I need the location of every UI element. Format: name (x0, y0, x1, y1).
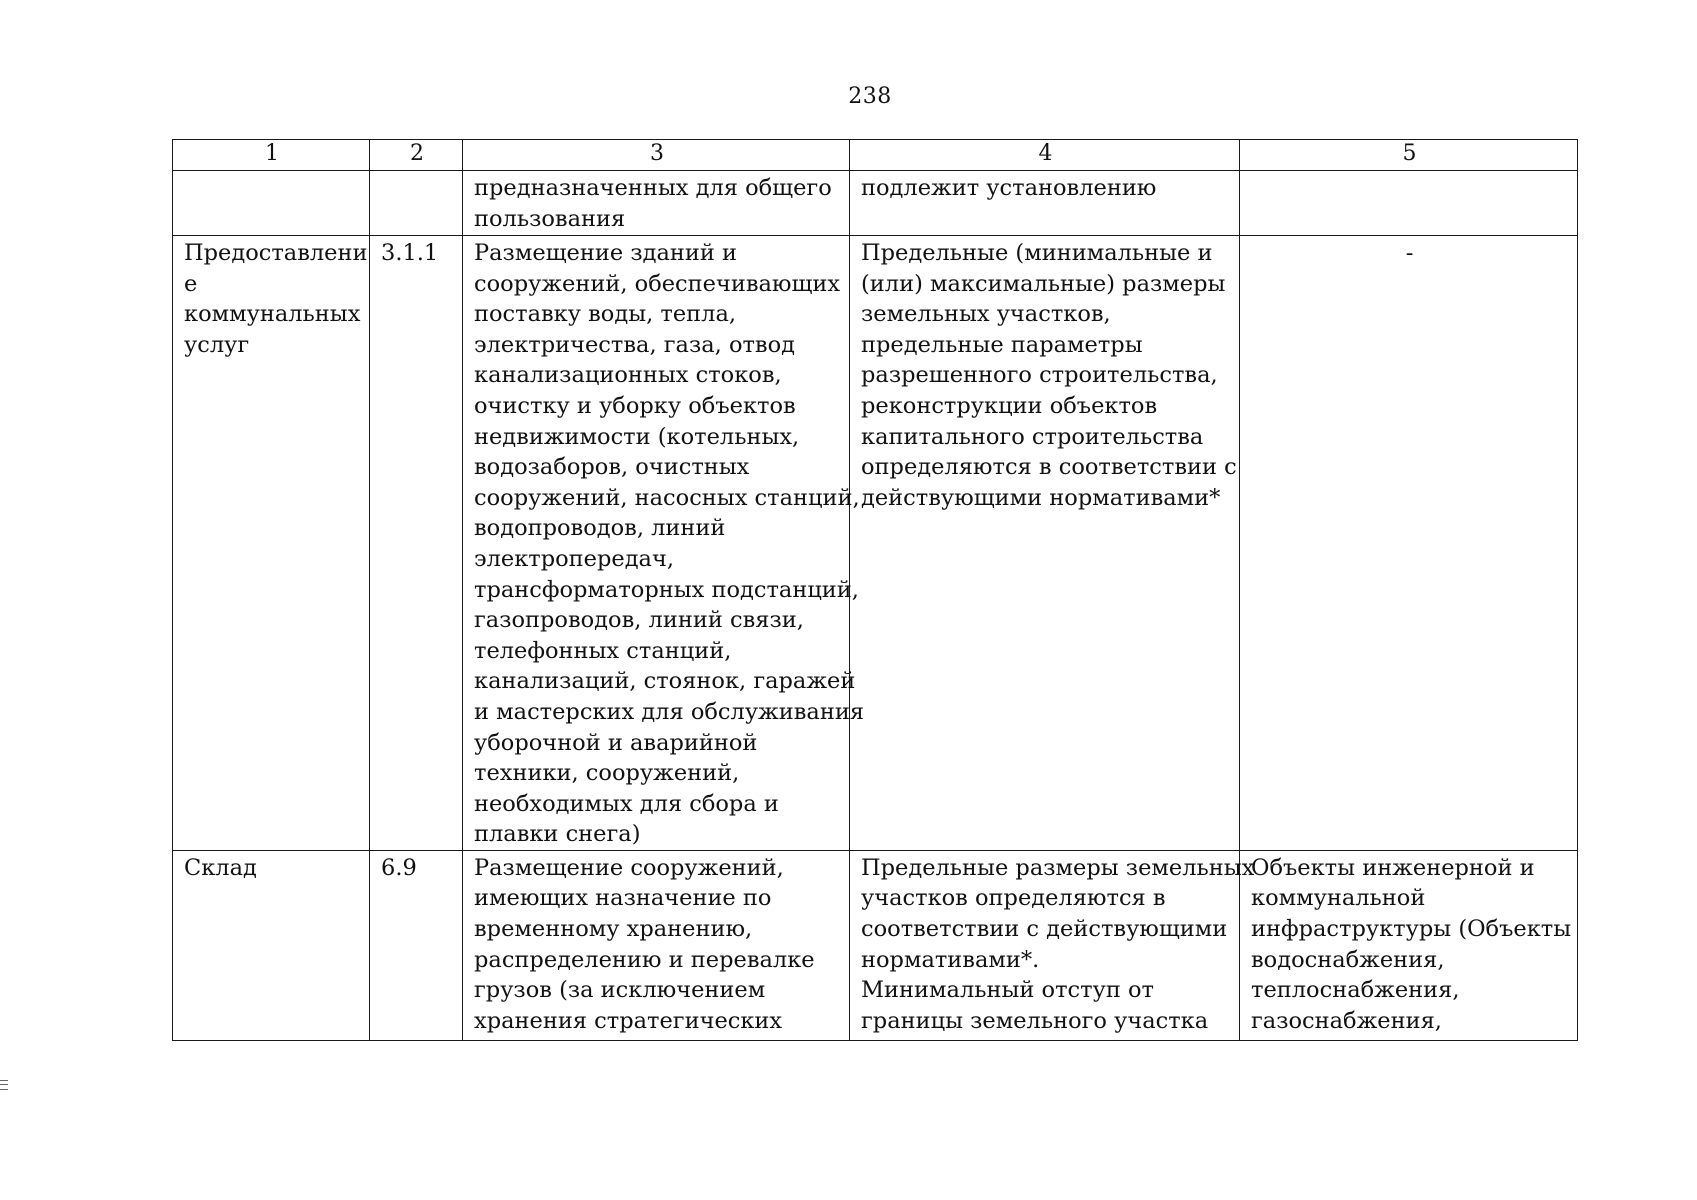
use-description-cell (463, 236, 865, 851)
use-name-cell (173, 850, 370, 1040)
column-header-2: 2 (370, 140, 463, 171)
text-line: участков определяются в (861, 885, 1166, 912)
text-line: Размещение зданий и (474, 240, 738, 266)
text-line: предельные параметры (861, 331, 1143, 358)
text-line: плавки снега) (474, 821, 641, 848)
text-line: Склад (184, 854, 257, 881)
cont-name-cell (173, 171, 370, 236)
cont-notes-cell (1240, 171, 1578, 236)
text-line: е (184, 270, 198, 297)
text-line: газоснабжения, (1251, 1007, 1442, 1034)
use-name-cell (173, 236, 370, 851)
text-line: предназначенных для общего (474, 175, 832, 201)
continuation-row (173, 171, 1578, 236)
use-code-cell: 6.9 (370, 850, 463, 1040)
text-line: техники, сооружений, (474, 760, 740, 787)
column-header-1: 1 (173, 140, 370, 171)
cont-description-cell (463, 171, 850, 236)
text-line: канализаций, стоянок, гаражей (474, 668, 856, 695)
table-row-warehouse (173, 850, 1578, 1040)
text-line: водоснабжения, (1251, 946, 1445, 973)
cont-parameters-cell (850, 171, 1240, 236)
text-line: очистку и уборку объектов (474, 392, 796, 419)
use-description-cell (463, 850, 850, 1040)
use-parameters-cell (850, 850, 1255, 1040)
text-line: действующими нормативами* (861, 484, 1221, 511)
text-line: водозаборов, очистных (474, 454, 750, 481)
use-notes-cell (1240, 850, 1578, 1040)
text-line: временному хранению, (474, 916, 753, 943)
use-notes-cell (1240, 236, 1578, 851)
text-line: пользования (474, 205, 626, 232)
text-line: хранения стратегических (474, 1007, 783, 1034)
column-header-5: 5 (1240, 140, 1578, 171)
text-line: сооружений, насосных станций, (474, 484, 860, 511)
text-line: распределению и перевалке (474, 946, 815, 973)
text-line: Минимальный отступ от (861, 977, 1154, 1004)
text-line: электричества, газа, отвод (474, 331, 795, 358)
scan-edge-mark (0, 1080, 8, 1090)
text-line: коммунальной (1251, 885, 1426, 912)
text-line: соответствии с действующими (861, 916, 1228, 943)
text-line: подлежит установлению (861, 175, 1157, 201)
text-line: границы земельного участка (861, 1007, 1209, 1034)
use-code-cell: 3.1.1 (370, 236, 463, 851)
text-line: коммунальных (184, 301, 361, 328)
cont-code-cell (370, 171, 463, 236)
table-row-utility-services (173, 236, 1578, 851)
text-line: необходимых для сбора и (474, 790, 779, 817)
text-line: уборочной и аварийной (474, 729, 758, 756)
text-line: электропередач, (474, 545, 674, 572)
text-line: Предоставлени (184, 240, 368, 266)
text-line: сооружений, обеспечивающих (474, 270, 841, 297)
page-number: 238 (848, 84, 892, 109)
use-parameters-cell (850, 236, 1240, 851)
text-line: поставку воды, тепла, (474, 301, 737, 328)
text-line: Объекты инженерной и (1251, 854, 1535, 881)
text-line: земельных участков, (861, 301, 1111, 328)
dash-mark: - (1405, 240, 1414, 266)
text-line: трансформаторных подстанций, (474, 576, 859, 603)
text-line: Размещение сооружений, (474, 854, 784, 881)
text-line: реконструкции объектов (861, 392, 1158, 419)
text-line: инфраструктуры (Объекты (1251, 916, 1572, 943)
text-line: (или) максимальные) размеры (861, 270, 1226, 297)
text-line: нормативами*. (861, 946, 1040, 973)
text-line: разрешенного строительства, (861, 362, 1218, 389)
regulations-table (172, 139, 1578, 1041)
column-header-4: 4 (850, 140, 1240, 171)
text-line: канализационных стоков, (474, 362, 782, 389)
text-line: недвижимости (котельных, (474, 423, 800, 450)
text-line: газопроводов, линий связи, (474, 607, 804, 634)
text-line: теплоснабжения, (1251, 977, 1460, 1004)
text-line: водопроводов, линий (474, 515, 726, 542)
text-line: услуг (184, 331, 250, 358)
text-line: телефонных станций, (474, 637, 732, 664)
text-line: капитального строительства (861, 423, 1204, 450)
text-line: определяются в соответствии с (861, 454, 1237, 481)
text-line: имеющих назначение по (474, 885, 772, 912)
column-header-3: 3 (463, 140, 850, 171)
text-line: и мастерских для обслуживания (474, 698, 865, 725)
column-header-row (173, 140, 1578, 171)
text-line: Предельные размеры земельных (861, 854, 1255, 881)
text-line: Предельные (минимальные и (861, 240, 1213, 266)
text-line: грузов (за исключением (474, 977, 766, 1004)
